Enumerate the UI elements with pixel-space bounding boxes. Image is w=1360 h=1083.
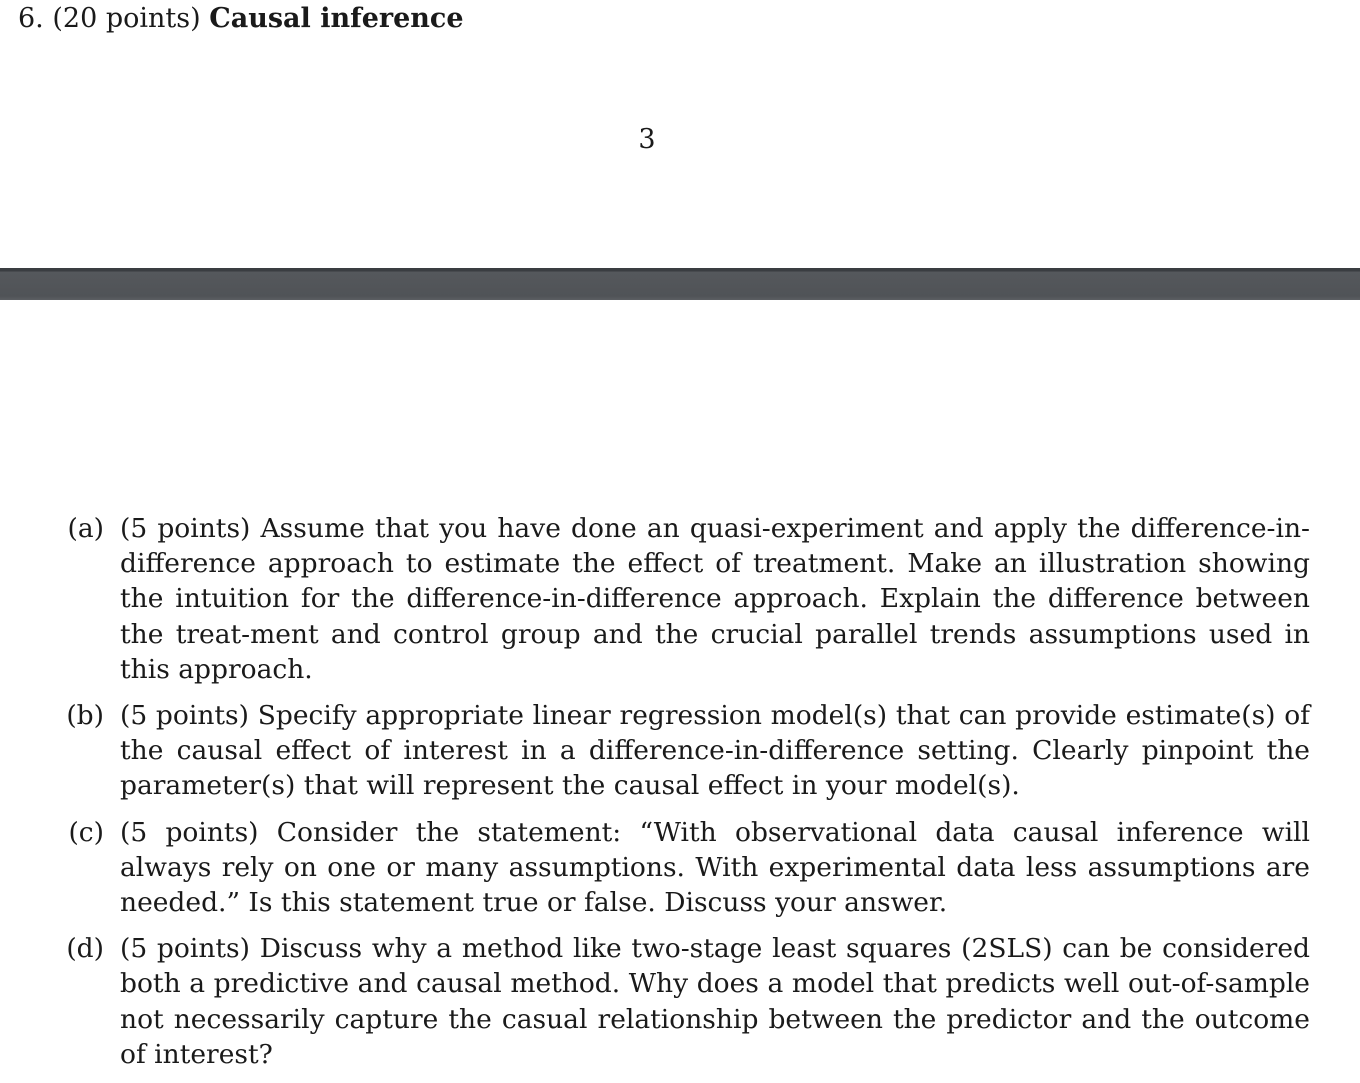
part-text: (5 points) Consider the statement: “With observational data causal inference will always rely on one or many assumptions. With experimental data less assumptions are needed.” Is this statement true or false. Discuss your answer. <box>120 816 1310 919</box>
part-c <box>0 815 1310 921</box>
part-text: (5 points) Assume that you have done an quasi-experiment and apply the difference-in-difference approach to estimate the effect of treatment. Make an illustration showing the intuition for the difference-in-difference approach. Explain the difference between the treat-ment and control group and the crucial parallel trends assumptions used in this approach. <box>120 513 1310 685</box>
part-text: (5 points) Discuss why a method like two-stage least squares (2SLS) can be considered both a predictive and causal method. Why does a model that predicts well out-of-sample not necessarily capture the casual relationship between the predictor and the outcome of interest? <box>120 933 1310 1070</box>
part-a <box>0 511 1310 687</box>
page-number: 3 <box>638 124 656 155</box>
part-d <box>0 931 1310 1072</box>
question-number: 6. <box>18 3 44 34</box>
part-label: (d) <box>66 933 104 965</box>
part-label: (a) <box>67 513 104 544</box>
page-divider <box>0 268 1360 300</box>
part-b <box>0 698 1310 804</box>
question-parts <box>0 511 1360 1083</box>
question-title: Causal inference <box>209 3 464 34</box>
part-label: (b) <box>66 700 104 732</box>
question-points: (20 points) <box>52 3 201 34</box>
part-text: (5 points) Specify appropriate linear regression model(s) that can provide estimate(s) of the causal effect of interest in a difference-in-difference setting. Clearly pinpoint the parameter(s) that will represent the causal effect in your model(s). <box>120 700 1310 802</box>
part-label: (c) <box>68 816 104 848</box>
question-heading <box>18 3 464 35</box>
